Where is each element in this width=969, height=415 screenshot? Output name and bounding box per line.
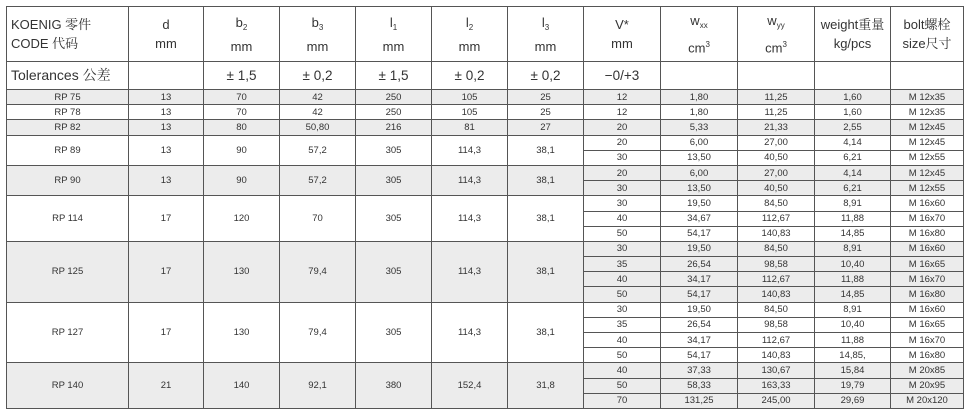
- weight-value: 10,40: [815, 257, 891, 272]
- l2-value: 114,3: [432, 241, 508, 302]
- weight-value: 8,91: [815, 241, 891, 256]
- spec-table: [6, 6, 964, 409]
- wxx-value: 6,00: [661, 165, 738, 180]
- bolt-size: M 12x55: [891, 150, 964, 165]
- l2-value: 114,3: [432, 196, 508, 242]
- bolt-size: M 20x95: [891, 378, 964, 393]
- l1-value: 305: [356, 135, 432, 165]
- b2-value: 80: [204, 120, 280, 135]
- header-weight-label: weight重量: [820, 17, 885, 32]
- header-v-label: V*: [615, 17, 629, 32]
- wyy-value: 245,00: [738, 393, 815, 408]
- header-wxx-sub: xx: [699, 20, 708, 30]
- wxx-value: 1,80: [661, 90, 738, 105]
- wxx-value: 19,50: [661, 196, 738, 211]
- header-v-unit: mm: [611, 36, 633, 51]
- wyy-value: 11,25: [738, 105, 815, 120]
- weight-value: 19,79: [815, 378, 891, 393]
- header-l1-sub: 1: [392, 22, 398, 32]
- product-code: RP 82: [7, 120, 129, 135]
- header-v: [584, 7, 661, 62]
- product-code: RP 140: [7, 363, 129, 409]
- wxx-value: 58,33: [661, 378, 738, 393]
- b3-value: 42: [280, 105, 356, 120]
- wxx-value: 131,25: [661, 393, 738, 408]
- table-body: [7, 90, 964, 409]
- tolerance-wxx: [661, 62, 738, 90]
- bolt-size: M 12x45: [891, 120, 964, 135]
- wyy-value: 130,67: [738, 363, 815, 378]
- l2-value: 81: [432, 120, 508, 135]
- v-value: 35: [584, 317, 661, 332]
- wxx-value: 34,67: [661, 211, 738, 226]
- v-value: 35: [584, 257, 661, 272]
- header-code-line1: KOENIG 零件: [11, 17, 92, 32]
- l3-value: 38,1: [508, 302, 584, 363]
- wxx-value: 1,80: [661, 105, 738, 120]
- header-wyy-unit: cm: [765, 40, 783, 56]
- header-l1: [356, 7, 432, 62]
- l1-value: 250: [356, 90, 432, 105]
- d-value: 13: [129, 165, 204, 195]
- l3-value: 38,1: [508, 135, 584, 165]
- bolt-size: M 20x120: [891, 393, 964, 408]
- header-wyy-label: w: [767, 12, 777, 28]
- weight-value: 6,21: [815, 150, 891, 165]
- d-value: 13: [129, 135, 204, 165]
- l1-value: 305: [356, 165, 432, 195]
- header-l3-sub: 3: [544, 22, 550, 32]
- wyy-value: 140,83: [738, 348, 815, 363]
- header-wxx-unit: cm: [688, 40, 706, 56]
- header-b3-sub: 3: [318, 22, 324, 32]
- header-row: [7, 7, 964, 62]
- tolerance-weight: [815, 62, 891, 90]
- d-value: 13: [129, 120, 204, 135]
- header-code: [7, 7, 129, 62]
- l1-value: 305: [356, 196, 432, 242]
- header-bolt-label: bolt螺栓: [903, 17, 951, 32]
- bolt-size: M 16x60: [891, 302, 964, 317]
- v-value: 20: [584, 120, 661, 135]
- tolerance-l1: ± 1,5: [356, 62, 432, 90]
- header-d-unit: mm: [155, 36, 177, 51]
- weight-value: 1,60: [815, 105, 891, 120]
- bolt-size: M 12x55: [891, 181, 964, 196]
- header-bolt: [891, 7, 964, 62]
- header-wyy-sup: 3: [782, 39, 787, 49]
- d-value: 21: [129, 363, 204, 409]
- tolerance-v: −0/+3: [584, 62, 661, 90]
- b2-value: 70: [204, 90, 280, 105]
- v-value: 30: [584, 150, 661, 165]
- weight-value: 15,84: [815, 363, 891, 378]
- header-d-label: d: [162, 17, 170, 32]
- l3-value: 31,8: [508, 363, 584, 409]
- v-value: 30: [584, 241, 661, 256]
- bolt-size: M 16x80: [891, 348, 964, 363]
- l2-value: 114,3: [432, 302, 508, 363]
- header-b2-label: b: [235, 14, 243, 30]
- weight-value: 10,40: [815, 317, 891, 332]
- header-b3: [280, 7, 356, 62]
- wyy-value: 163,33: [738, 378, 815, 393]
- weight-value: 14,85: [815, 287, 891, 302]
- product-code: RP 75: [7, 90, 129, 105]
- b2-value: 130: [204, 241, 280, 302]
- product-code: RP 89: [7, 135, 129, 165]
- v-value: 40: [584, 333, 661, 348]
- header-l2-sub: 2: [468, 22, 474, 32]
- wyy-value: 84,50: [738, 196, 815, 211]
- weight-value: 1,60: [815, 90, 891, 105]
- tolerance-bolt: [891, 62, 964, 90]
- wxx-value: 6,00: [661, 135, 738, 150]
- wxx-value: 13,50: [661, 150, 738, 165]
- l3-value: 27: [508, 120, 584, 135]
- b2-value: 120: [204, 196, 280, 242]
- v-value: 50: [584, 378, 661, 393]
- v-value: 50: [584, 287, 661, 302]
- b3-value: 79,4: [280, 241, 356, 302]
- bolt-size: M 16x70: [891, 333, 964, 348]
- wyy-value: 140,83: [738, 226, 815, 241]
- b3-value: 57,2: [280, 165, 356, 195]
- bolt-size: M 20x85: [891, 363, 964, 378]
- header-weight: [815, 7, 891, 62]
- weight-value: 6,21: [815, 181, 891, 196]
- d-value: 13: [129, 90, 204, 105]
- header-b2: [204, 7, 280, 62]
- header-l2-label: l: [465, 14, 469, 30]
- header-b2-sub: 2: [242, 22, 248, 32]
- wyy-value: 40,50: [738, 181, 815, 196]
- bolt-size: M 16x60: [891, 196, 964, 211]
- b2-value: 90: [204, 135, 280, 165]
- weight-value: 11,88: [815, 272, 891, 287]
- header-l3-unit: mm: [534, 38, 557, 54]
- wxx-value: 34,17: [661, 333, 738, 348]
- weight-value: 4,14: [815, 165, 891, 180]
- l2-value: 114,3: [432, 165, 508, 195]
- wxx-value: 19,50: [661, 302, 738, 317]
- header-wxx-sup: 3: [705, 39, 710, 49]
- l1-value: 380: [356, 363, 432, 409]
- wxx-value: 26,54: [661, 317, 738, 332]
- weight-value: 8,91: [815, 302, 891, 317]
- header-l3: [508, 7, 584, 62]
- weight-value: 14,85: [815, 226, 891, 241]
- v-value: 12: [584, 105, 661, 120]
- b2-value: 140: [204, 363, 280, 409]
- wyy-value: 112,67: [738, 211, 815, 226]
- spec-table-container: [6, 6, 963, 409]
- l2-value: 152,4: [432, 363, 508, 409]
- bolt-size: M 16x60: [891, 241, 964, 256]
- v-value: 50: [584, 226, 661, 241]
- wyy-value: 98,58: [738, 257, 815, 272]
- weight-value: 29,69: [815, 393, 891, 408]
- b3-value: 92,1: [280, 363, 356, 409]
- v-value: 12: [584, 90, 661, 105]
- wxx-value: 34,17: [661, 272, 738, 287]
- table-row: [7, 363, 964, 378]
- weight-value: 8,91: [815, 196, 891, 211]
- l1-value: 305: [356, 302, 432, 363]
- wyy-value: 140,83: [738, 287, 815, 302]
- l2-value: 105: [432, 90, 508, 105]
- header-d: [129, 7, 204, 62]
- weight-value: 2,55: [815, 120, 891, 135]
- wyy-value: 27,00: [738, 135, 815, 150]
- d-value: 17: [129, 241, 204, 302]
- header-wxx: [661, 7, 738, 62]
- wyy-value: 40,50: [738, 150, 815, 165]
- product-code: RP 127: [7, 302, 129, 363]
- l2-value: 105: [432, 105, 508, 120]
- wxx-value: 19,50: [661, 241, 738, 256]
- wyy-value: 112,67: [738, 272, 815, 287]
- tolerance-wyy: [738, 62, 815, 90]
- v-value: 40: [584, 272, 661, 287]
- tolerance-b2: ± 1,5: [204, 62, 280, 90]
- l3-value: 38,1: [508, 196, 584, 242]
- bolt-size: M 12x35: [891, 105, 964, 120]
- header-wxx-label: w: [690, 12, 700, 28]
- table-row: [7, 135, 964, 150]
- table-row: [7, 120, 964, 135]
- table-row: [7, 90, 964, 105]
- b3-value: 42: [280, 90, 356, 105]
- header-l3-label: l: [541, 14, 545, 30]
- header-b3-unit: mm: [306, 38, 329, 54]
- header-b2-unit: mm: [230, 38, 253, 54]
- weight-value: 4,14: [815, 135, 891, 150]
- header-l2-unit: mm: [458, 38, 481, 54]
- v-value: 40: [584, 363, 661, 378]
- bolt-size: M 16x80: [891, 287, 964, 302]
- d-value: 13: [129, 105, 204, 120]
- l2-value: 114,3: [432, 135, 508, 165]
- tolerance-l3: ± 0,2: [508, 62, 584, 90]
- product-code: RP 125: [7, 241, 129, 302]
- l1-value: 250: [356, 105, 432, 120]
- header-code-line2: CODE 代码: [11, 36, 79, 51]
- table-row: [7, 241, 964, 256]
- bolt-size: M 16x65: [891, 317, 964, 332]
- v-value: 70: [584, 393, 661, 408]
- b2-value: 70: [204, 105, 280, 120]
- wxx-value: 26,54: [661, 257, 738, 272]
- bolt-size: M 12x45: [891, 135, 964, 150]
- b2-value: 130: [204, 302, 280, 363]
- bolt-size: M 16x70: [891, 211, 964, 226]
- header-bolt-unit: size尺寸: [902, 36, 952, 51]
- tolerance-d: [129, 62, 204, 90]
- v-value: 50: [584, 348, 661, 363]
- tolerance-l2: ± 0,2: [432, 62, 508, 90]
- table-row: [7, 165, 964, 180]
- wxx-value: 54,17: [661, 287, 738, 302]
- wyy-value: 112,67: [738, 333, 815, 348]
- product-code: RP 78: [7, 105, 129, 120]
- d-value: 17: [129, 302, 204, 363]
- weight-value: 11,88: [815, 333, 891, 348]
- bolt-size: M 16x65: [891, 257, 964, 272]
- v-value: 30: [584, 181, 661, 196]
- l1-value: 305: [356, 241, 432, 302]
- tolerances-label: Tolerances 公差: [7, 62, 129, 90]
- b3-value: 57,2: [280, 135, 356, 165]
- wxx-value: 5,33: [661, 120, 738, 135]
- b3-value: 50,80: [280, 120, 356, 135]
- d-value: 17: [129, 196, 204, 242]
- wyy-value: 84,50: [738, 241, 815, 256]
- header-l2: [432, 7, 508, 62]
- header-weight-unit: kg/pcs: [833, 36, 872, 51]
- wxx-value: 13,50: [661, 181, 738, 196]
- b3-value: 70: [280, 196, 356, 242]
- product-code: RP 90: [7, 165, 129, 195]
- v-value: 20: [584, 165, 661, 180]
- wyy-value: 27,00: [738, 165, 815, 180]
- v-value: 20: [584, 135, 661, 150]
- wyy-value: 84,50: [738, 302, 815, 317]
- v-value: 30: [584, 302, 661, 317]
- l1-value: 216: [356, 120, 432, 135]
- l3-value: 38,1: [508, 165, 584, 195]
- v-value: 30: [584, 196, 661, 211]
- l3-value: 38,1: [508, 241, 584, 302]
- weight-value: 11,88: [815, 211, 891, 226]
- tolerance-b3: ± 0,2: [280, 62, 356, 90]
- table-row: [7, 105, 964, 120]
- header-l1-unit: mm: [382, 38, 405, 54]
- wxx-value: 37,33: [661, 363, 738, 378]
- v-value: 40: [584, 211, 661, 226]
- header-wyy: [738, 7, 815, 62]
- header-b3-label: b: [311, 14, 319, 30]
- header-l1-label: l: [389, 14, 393, 30]
- wyy-value: 11,25: [738, 90, 815, 105]
- table-row: [7, 196, 964, 211]
- product-code: RP 114: [7, 196, 129, 242]
- bolt-size: M 16x70: [891, 272, 964, 287]
- wyy-value: 21,33: [738, 120, 815, 135]
- header-wyy-sub: yy: [776, 20, 785, 30]
- b2-value: 90: [204, 165, 280, 195]
- l3-value: 25: [508, 90, 584, 105]
- bolt-size: M 12x45: [891, 165, 964, 180]
- wyy-value: 98,58: [738, 317, 815, 332]
- table-row: [7, 302, 964, 317]
- wxx-value: 54,17: [661, 226, 738, 241]
- bolt-size: M 16x80: [891, 226, 964, 241]
- weight-value: 14,85,: [815, 348, 891, 363]
- tolerances-row: [7, 62, 964, 90]
- wxx-value: 54,17: [661, 348, 738, 363]
- bolt-size: M 12x35: [891, 90, 964, 105]
- l3-value: 25: [508, 105, 584, 120]
- b3-value: 79,4: [280, 302, 356, 363]
